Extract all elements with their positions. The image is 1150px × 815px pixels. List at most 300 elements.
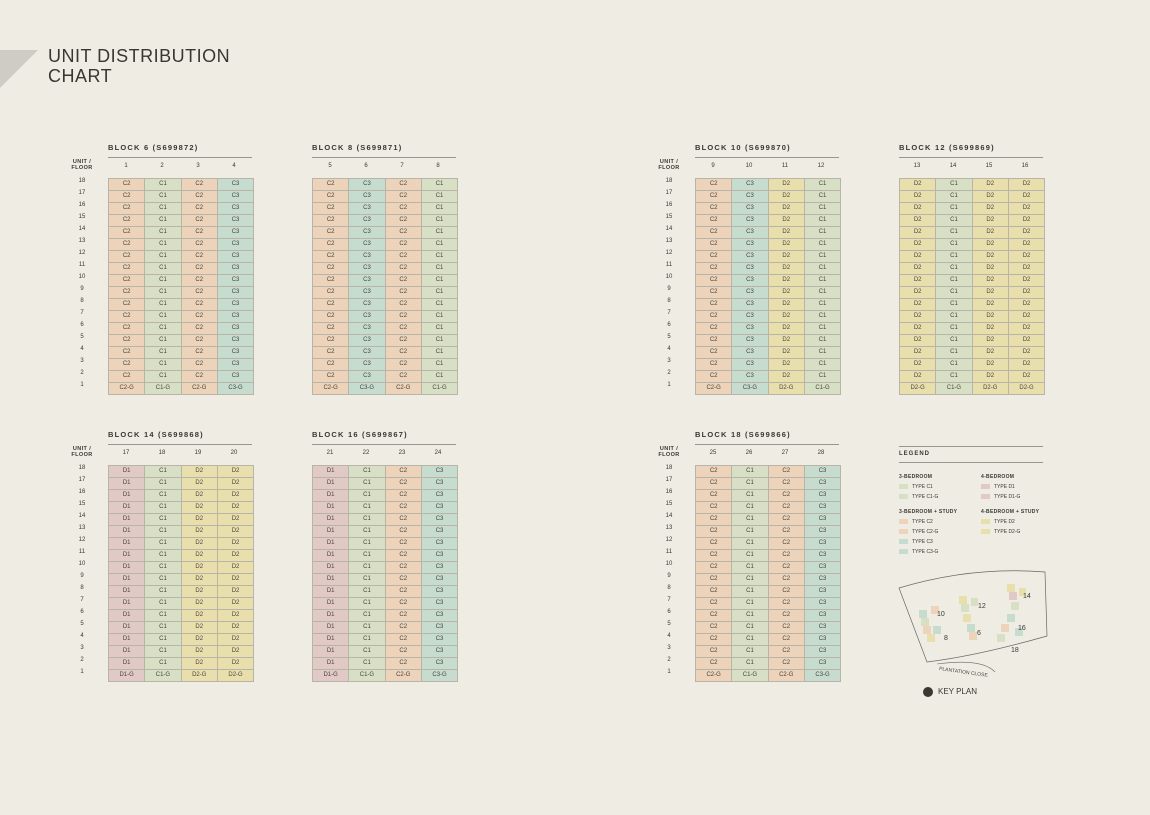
floor-label: 2 [80,370,84,376]
unit-type-cell: C3 [349,179,385,191]
unit-number: 15 [985,163,993,169]
unit-type-cell: D1 [313,538,349,550]
floor-row [313,203,458,215]
unit-type-cell: C2 [696,502,732,514]
unit-type-cell: D2 [218,466,254,478]
block-title: BLOCK 6 (S699872) [108,143,199,152]
legend-item-label: TYPE D1-G [994,494,1021,500]
unit-type-cell: C1 [805,251,841,263]
unit-type-cell: C2 [313,347,349,359]
unit-type-cell: D2 [1009,299,1045,311]
floor-row [313,263,458,275]
floor-label: 18 [78,465,86,471]
unit-type-cell: C1 [349,562,385,574]
unit-type-cell: C1 [422,179,458,191]
floor-row [696,275,841,287]
unit-type-cell: C3 [732,263,768,275]
unit-type-cell: C2 [696,646,732,658]
unit-type-cell: C2 [182,275,218,287]
unit-type-cell: C1 [805,347,841,359]
unit-type-cell: D2 [182,598,218,610]
unit-type-cell: D1 [109,490,145,502]
floor-row [696,646,841,658]
unit-type-cell: C2 [769,490,805,502]
unit-type-cell: C1 [145,359,181,371]
unit-type-cell: C1 [732,502,768,514]
floor-row [109,335,254,347]
unit-type-cell: C2 [386,203,422,215]
floor-label: 9 [667,286,671,292]
legend-swatch [981,484,990,489]
floor-row [900,215,1045,227]
unit-type-cell: D2 [218,598,254,610]
floor-row [900,227,1045,239]
unit-type-cell: C1 [732,658,768,670]
unit-type-cell: C2 [386,490,422,502]
unit-number: 10 [745,163,753,169]
unit-type-cell: D2 [900,263,936,275]
unit-type-cell: C2 [769,538,805,550]
unit-type-cell: C1 [422,227,458,239]
legend-item-label: TYPE D2 [994,519,1015,525]
unit-grid [899,178,1045,395]
floor-row [313,598,458,610]
floor-label: 3 [80,358,84,364]
unit-type-cell: C2 [386,287,422,299]
floor-label: 2 [667,657,671,663]
unit-type-cell: C1 [732,574,768,586]
floor-label: 10 [665,274,673,280]
unit-type-cell: C2-G [313,383,349,395]
legend-item-label: TYPE C2-G [912,529,939,535]
unit-type-cell: D2 [900,179,936,191]
unit-type-cell: C1 [349,490,385,502]
floor-row [313,490,458,502]
unit-type-cell: C2 [313,335,349,347]
unit-type-cell: C2 [109,239,145,251]
floor-row [313,622,458,634]
floor-label: 18 [665,465,673,471]
unit-type-cell: D2 [769,323,805,335]
unit-type-cell: C1 [145,263,181,275]
floor-row [109,574,254,586]
unit-number: 8 [436,163,440,169]
floor-label: 17 [78,477,86,483]
unit-type-cell: D1 [109,502,145,514]
floor-row [696,514,841,526]
unit-type-cell: C2 [386,275,422,287]
unit-type-cell: C3 [422,538,458,550]
floor-label: 14 [78,513,86,519]
block-title-rule [695,444,839,445]
unit-type-cell: D2 [218,622,254,634]
floor-row [109,478,254,490]
unit-type-cell: C3 [732,251,768,263]
unit-type-cell: C1 [145,478,181,490]
unit-type-cell: C3 [218,263,254,275]
floor-row [696,251,841,263]
floor-row [109,526,254,538]
unit-type-cell: C3 [218,203,254,215]
unit-type-cell: C3 [422,658,458,670]
floor-row [313,251,458,263]
unit-type-cell: C1 [732,526,768,538]
unit-type-cell: D2 [1009,215,1045,227]
unit-type-cell: C2 [182,287,218,299]
floor-row [900,251,1045,263]
unit-type-cell: D2 [900,227,936,239]
unit-type-cell: C2 [109,323,145,335]
unit-type-cell: C2 [696,466,732,478]
unit-type-cell: C1 [349,574,385,586]
block-label-6: 6 [977,630,981,637]
page-title-line-1: UNIT DISTRIBUTION [48,46,231,66]
unit-type-cell: C1 [805,323,841,335]
unit-grid [312,178,458,395]
unit-type-cell: C2 [313,299,349,311]
unit-type-cell: D2-G [218,670,254,682]
unit-type-cell: C3-G [218,383,254,395]
unit-type-cell: C1 [936,179,972,191]
key-plan-map [897,570,1049,682]
unit-type-cell: C2 [769,514,805,526]
floor-row [900,287,1045,299]
floor-label: 7 [80,310,84,316]
unit-type-cell: C2 [769,574,805,586]
unit-type-cell: C1 [145,490,181,502]
floor-label: 14 [665,226,673,232]
unit-type-cell: D2 [182,502,218,514]
unit-number: 4 [232,163,236,169]
unit-type-cell: D2 [182,538,218,550]
unit-type-cell: C3 [805,526,841,538]
unit-number: 1 [124,163,128,169]
unit-type-cell: C2 [386,227,422,239]
unit-type-cell: C1 [732,514,768,526]
legend-title: LEGEND [899,451,931,457]
unit-type-cell: C1 [145,550,181,562]
unit-type-cell: C3 [805,574,841,586]
unit-type-cell: D1-G [109,670,145,682]
unit-type-cell: D2 [900,347,936,359]
unit-type-cell: C2 [109,299,145,311]
unit-type-cell: D2 [182,526,218,538]
unit-type-cell: D1 [313,478,349,490]
unit-type-cell: C3 [422,598,458,610]
unit-type-cell: C2-G [109,383,145,395]
unit-grid [108,465,254,682]
unit-type-cell: C2 [769,610,805,622]
unit-type-cell: D1 [313,526,349,538]
unit-number: 28 [817,450,825,456]
unit-number: 26 [745,450,753,456]
unit-type-cell: C2 [696,263,732,275]
unit-type-cell: C3-G [349,383,385,395]
unit-type-cell: D2 [218,646,254,658]
legend-swatch [899,519,908,524]
unit-number: 11 [781,163,789,169]
unit-type-cell: C2 [182,359,218,371]
unit-type-cell: C1 [805,359,841,371]
unit-type-cell: D2 [900,215,936,227]
legend-swatch [899,494,908,499]
unit-type-cell: C1 [349,538,385,550]
floor-row [313,383,458,395]
unit-type-cell: C1 [422,323,458,335]
floor-row [313,335,458,347]
unit-type-cell: C2 [696,239,732,251]
floor-label: 9 [80,286,84,292]
floor-row [313,227,458,239]
unit-type-cell: D2 [900,239,936,251]
unit-type-cell: C2 [386,215,422,227]
unit-type-cell: C3 [732,335,768,347]
unit-type-cell: D2 [900,371,936,383]
unit-type-cell: D1 [313,562,349,574]
floor-row [313,526,458,538]
legend-item [981,484,1015,490]
floor-row [696,311,841,323]
unit-type-cell: C3 [422,634,458,646]
corner-triangle-decoration [0,50,38,88]
unit-type-cell: C3 [218,179,254,191]
unit-number: 25 [709,450,717,456]
unit-type-cell: C3 [732,275,768,287]
floor-label: 14 [78,226,86,232]
unit-type-cell: C3 [422,490,458,502]
unit-type-cell: D1 [109,610,145,622]
unit-type-cell: C1 [145,311,181,323]
unit-type-cell: C2 [313,251,349,263]
legend-swatch [899,549,908,554]
floor-row [313,359,458,371]
unit-type-cell: C2-G [386,383,422,395]
unit-type-cell: C2 [109,179,145,191]
unit-type-cell: C1 [936,311,972,323]
floor-row [109,646,254,658]
legend-item [981,519,1015,525]
floor-row [900,383,1045,395]
floor-label: 5 [80,334,84,340]
floor-row [109,347,254,359]
floor-label: 3 [667,358,671,364]
block-label-10: 10 [937,611,945,618]
floor-row [313,502,458,514]
floor-row [900,275,1045,287]
unit-type-cell: D2 [973,263,1009,275]
floor-row [900,203,1045,215]
unit-type-cell: D1 [109,478,145,490]
unit-type-cell: C2 [696,227,732,239]
unit-type-cell: D1 [109,538,145,550]
unit-type-cell: C3 [422,526,458,538]
unit-type-cell: C2 [769,598,805,610]
unit-type-cell: C3 [218,371,254,383]
unit-type-cell: C1 [145,215,181,227]
floor-row [696,598,841,610]
unit-type-cell: C2 [109,191,145,203]
unit-type-cell: C1 [145,526,181,538]
floor-row [109,227,254,239]
floor-label: 7 [667,597,671,603]
unit-type-cell: C2 [696,251,732,263]
unit-type-cell: C2 [313,275,349,287]
unit-type-cell: C2 [769,634,805,646]
floor-row [696,179,841,191]
unit-type-cell: C2 [182,335,218,347]
unit-type-cell: C2 [386,610,422,622]
unit-type-cell: C1 [732,538,768,550]
unit-type-cell: C2 [109,347,145,359]
unit-type-cell: C1 [732,550,768,562]
unit-type-cell: D2 [218,574,254,586]
floor-label: 1 [667,669,671,675]
unit-type-cell: D1 [109,634,145,646]
floor-label: 12 [665,250,673,256]
block-label-14: 14 [1023,593,1031,600]
unit-type-cell: C2 [182,191,218,203]
floor-row [696,670,841,682]
unit-type-cell: C2 [386,574,422,586]
unit-type-cell: C1 [936,263,972,275]
unit-type-cell: D2 [218,658,254,670]
floor-row [109,562,254,574]
unit-type-cell: C2 [386,622,422,634]
unit-number: 18 [158,450,166,456]
unit-type-cell: C1 [936,347,972,359]
floor-row [109,670,254,682]
floor-label: 4 [80,633,84,639]
unit-type-cell: C1 [732,622,768,634]
floor-row [696,490,841,502]
unit-type-cell: D2 [769,287,805,299]
unit-type-cell: C3 [732,323,768,335]
unit-type-cell: D2 [973,371,1009,383]
unit-type-cell: C2 [769,562,805,574]
unit-type-cell: C3 [805,586,841,598]
unit-type-cell: C1 [422,191,458,203]
unit-type-cell: C3 [805,514,841,526]
unit-type-cell: C3 [422,622,458,634]
unit-type-cell: D2 [900,359,936,371]
unit-type-cell: C2 [109,335,145,347]
unit-type-cell: C2 [182,227,218,239]
unit-floor-header [653,160,685,171]
unit-type-cell: C2 [313,227,349,239]
unit-type-cell: D2-G [900,383,936,395]
floor-row [696,502,841,514]
unit-type-cell: C1 [349,586,385,598]
floor-label: 16 [78,202,86,208]
floor-row [696,466,841,478]
unit-type-cell: C1 [732,646,768,658]
floor-row [313,574,458,586]
unit-type-cell: C1 [349,658,385,670]
unit-type-cell: C1 [936,251,972,263]
unit-type-cell: D2 [182,634,218,646]
floor-label: 9 [80,573,84,579]
floor-label: 10 [665,561,673,567]
unit-type-cell: C2 [109,251,145,263]
unit-type-cell: C3 [218,359,254,371]
floor-row [696,526,841,538]
floor-row [900,311,1045,323]
unit-type-cell: C1 [349,634,385,646]
floor-label: 17 [665,190,673,196]
unit-grid [695,465,841,682]
unit-type-cell: C2 [696,191,732,203]
floor-row [696,323,841,335]
unit-type-cell: C2 [313,311,349,323]
floor-row [109,550,254,562]
unit-type-cell: D1-G [313,670,349,682]
unit-type-cell: D2 [1009,347,1045,359]
floor-label: 8 [667,298,671,304]
unit-type-cell: C3 [732,287,768,299]
floor-row [696,299,841,311]
floor-row [313,562,458,574]
unit-type-cell: C2 [109,215,145,227]
unit-type-cell: C1 [732,478,768,490]
unit-type-cell: C1 [732,610,768,622]
legend-item [899,494,938,500]
unit-type-cell: C1 [145,323,181,335]
unit-type-cell: C2 [769,466,805,478]
unit-type-cell: D2 [218,514,254,526]
unit-type-cell: D2 [769,203,805,215]
unit-type-cell: D2 [1009,179,1045,191]
unit-type-cell: D1 [313,502,349,514]
unit-type-cell: C2 [182,251,218,263]
unit-type-cell: D2 [1009,275,1045,287]
unit-type-cell: C2 [109,371,145,383]
unit-type-cell: C1 [422,203,458,215]
floor-row [696,203,841,215]
unit-type-cell: C1 [805,335,841,347]
legend-group-heading: 3-BEDROOM [899,474,933,480]
floor-row [109,622,254,634]
unit-type-cell: C1 [732,634,768,646]
legend-swatch [899,529,908,534]
unit-type-cell: C2 [769,526,805,538]
unit-type-cell: C2 [182,263,218,275]
floor-row [313,191,458,203]
unit-type-cell: C1 [145,287,181,299]
floor-row [696,586,841,598]
unit-floor-header [66,447,98,458]
unit-type-cell: C1 [145,227,181,239]
page-title-line-2: CHART [48,66,113,86]
unit-number: 23 [398,450,406,456]
unit-type-cell: D2 [900,311,936,323]
block-title: BLOCK 18 (S699866) [695,430,791,439]
unit-type-cell: D2 [769,359,805,371]
unit-type-cell: C1-G [145,383,181,395]
floor-label: 16 [78,489,86,495]
unit-floor-header [66,160,98,171]
unit-type-cell: C3 [422,502,458,514]
floor-row [109,191,254,203]
floor-label: 15 [665,214,673,220]
floor-label: 1 [667,382,671,388]
unit-type-cell: C1 [805,275,841,287]
floor-label: 15 [78,214,86,220]
unit-type-cell: C2 [696,478,732,490]
floor-row [900,335,1045,347]
floor-row [109,239,254,251]
unit-type-cell: C3 [422,478,458,490]
floor-row [313,347,458,359]
